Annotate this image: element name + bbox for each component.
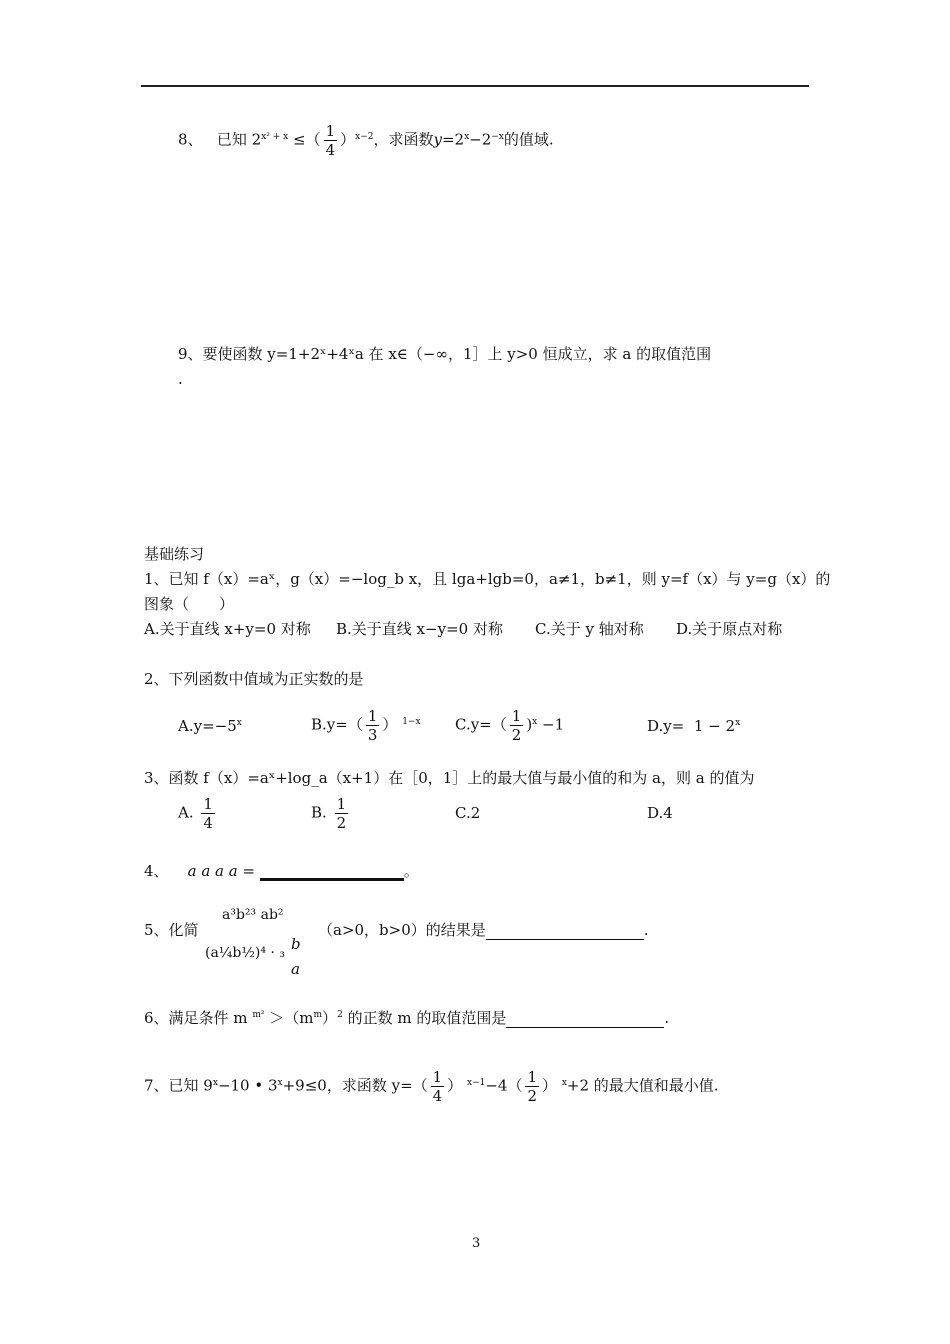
problem-1-stem-2: 图象（ ） — [144, 595, 235, 613]
problem-1-option-c: C.关于 y 轴对称 — [535, 620, 644, 638]
problem-7: 7、已知 $9^x-10$ • $3^x+9\le 0$，求函数 y=（ $\frac{1}{4}$ ） $^{x-1}$−4（ $\frac{1}{2}$ ） $^x$+2 的最大值和最小值. — [144, 1068, 719, 1105]
problem-5-numerator: a³b²³ ab² — [222, 907, 284, 923]
answer-blank — [486, 939, 644, 940]
problem-1-option-b: B.关于直线 x−y=0 对称 — [336, 620, 503, 638]
problem-5-root-a: a — [291, 960, 300, 978]
problem-3-option-b: B. $\frac{1}{2}$ — [311, 795, 347, 832]
problem-4: 4、 a a a a = 。 — [144, 862, 419, 880]
page-number: 3 — [472, 1236, 481, 1251]
question-9: 9、要使函数 y=1+2ˣ+4ˣa 在 x∈（−∞，1］上 y>0 恒成立，求 a 的取值范围 — [178, 345, 712, 363]
fraction-one-quarter: $\frac{1}{4}$ — [325, 122, 336, 159]
answer-blank — [506, 1027, 664, 1028]
problem-3-option-d: D.4 — [647, 804, 673, 822]
problem-2-option-a: $A.y=-5^x$ — [178, 717, 242, 735]
problem-1-stem: 1、已知 f（x）=aˣ，g（x）=−log_b x，且 lga+lgb=0，a≠1，b≠1，则 y=f（x）与 y=g（x）的 — [144, 570, 831, 588]
problem-3-option-a: A. $\frac{1}{4}$ — [178, 795, 213, 832]
problem-2-stem: 2、下列函数中值域为正实数的是 — [144, 670, 364, 688]
problem-5-root-b: b — [291, 935, 301, 953]
question-8: 8、 已知 $2^{x^2 + x}$ ≤（ $\frac{1}{4}$ ）$^{x-2}$，求函数$y=2^x-2^{-x}$的值域. — [178, 122, 554, 159]
problem-5-condition: （a>0，b>0）的结果是 . — [318, 921, 649, 939]
problem-1-option-d: D.关于原点对称 — [676, 620, 783, 638]
problem-2-option-d: $D.y= 1 - 2^x$ — [647, 717, 741, 735]
header-rule — [141, 85, 809, 87]
problem-2-option-b: B.y=（ $\frac{1}{3}$ ） $^{1-x}$ — [311, 707, 421, 744]
problem-3-stem: 3、函数 f（x）=aˣ+log_a（x+1）在［0，1］上的最大值与最小值的和为 a，则 a 的值为 — [144, 769, 755, 787]
section-title: 基础练习 — [144, 545, 205, 563]
answer-blank — [260, 878, 404, 881]
problem-6: 6、满足条件 m $^{m^2} >(m^m)^2$ 的正数 m 的取值范围是 . — [144, 1009, 670, 1027]
problem-1-option-a: A.关于直线 x+y=0 对称 — [144, 620, 311, 638]
problem-3-option-c: C.2 — [455, 804, 481, 822]
problem-5-denominator: (a¼b½)⁴ · ₃ — [205, 945, 285, 961]
question-9-end: . — [178, 370, 183, 388]
problem-2-option-c: C.y=（ $\frac{1}{2}$ )$^x$ −1 — [455, 707, 565, 744]
problem-5-label: 5、化简 — [144, 921, 199, 939]
